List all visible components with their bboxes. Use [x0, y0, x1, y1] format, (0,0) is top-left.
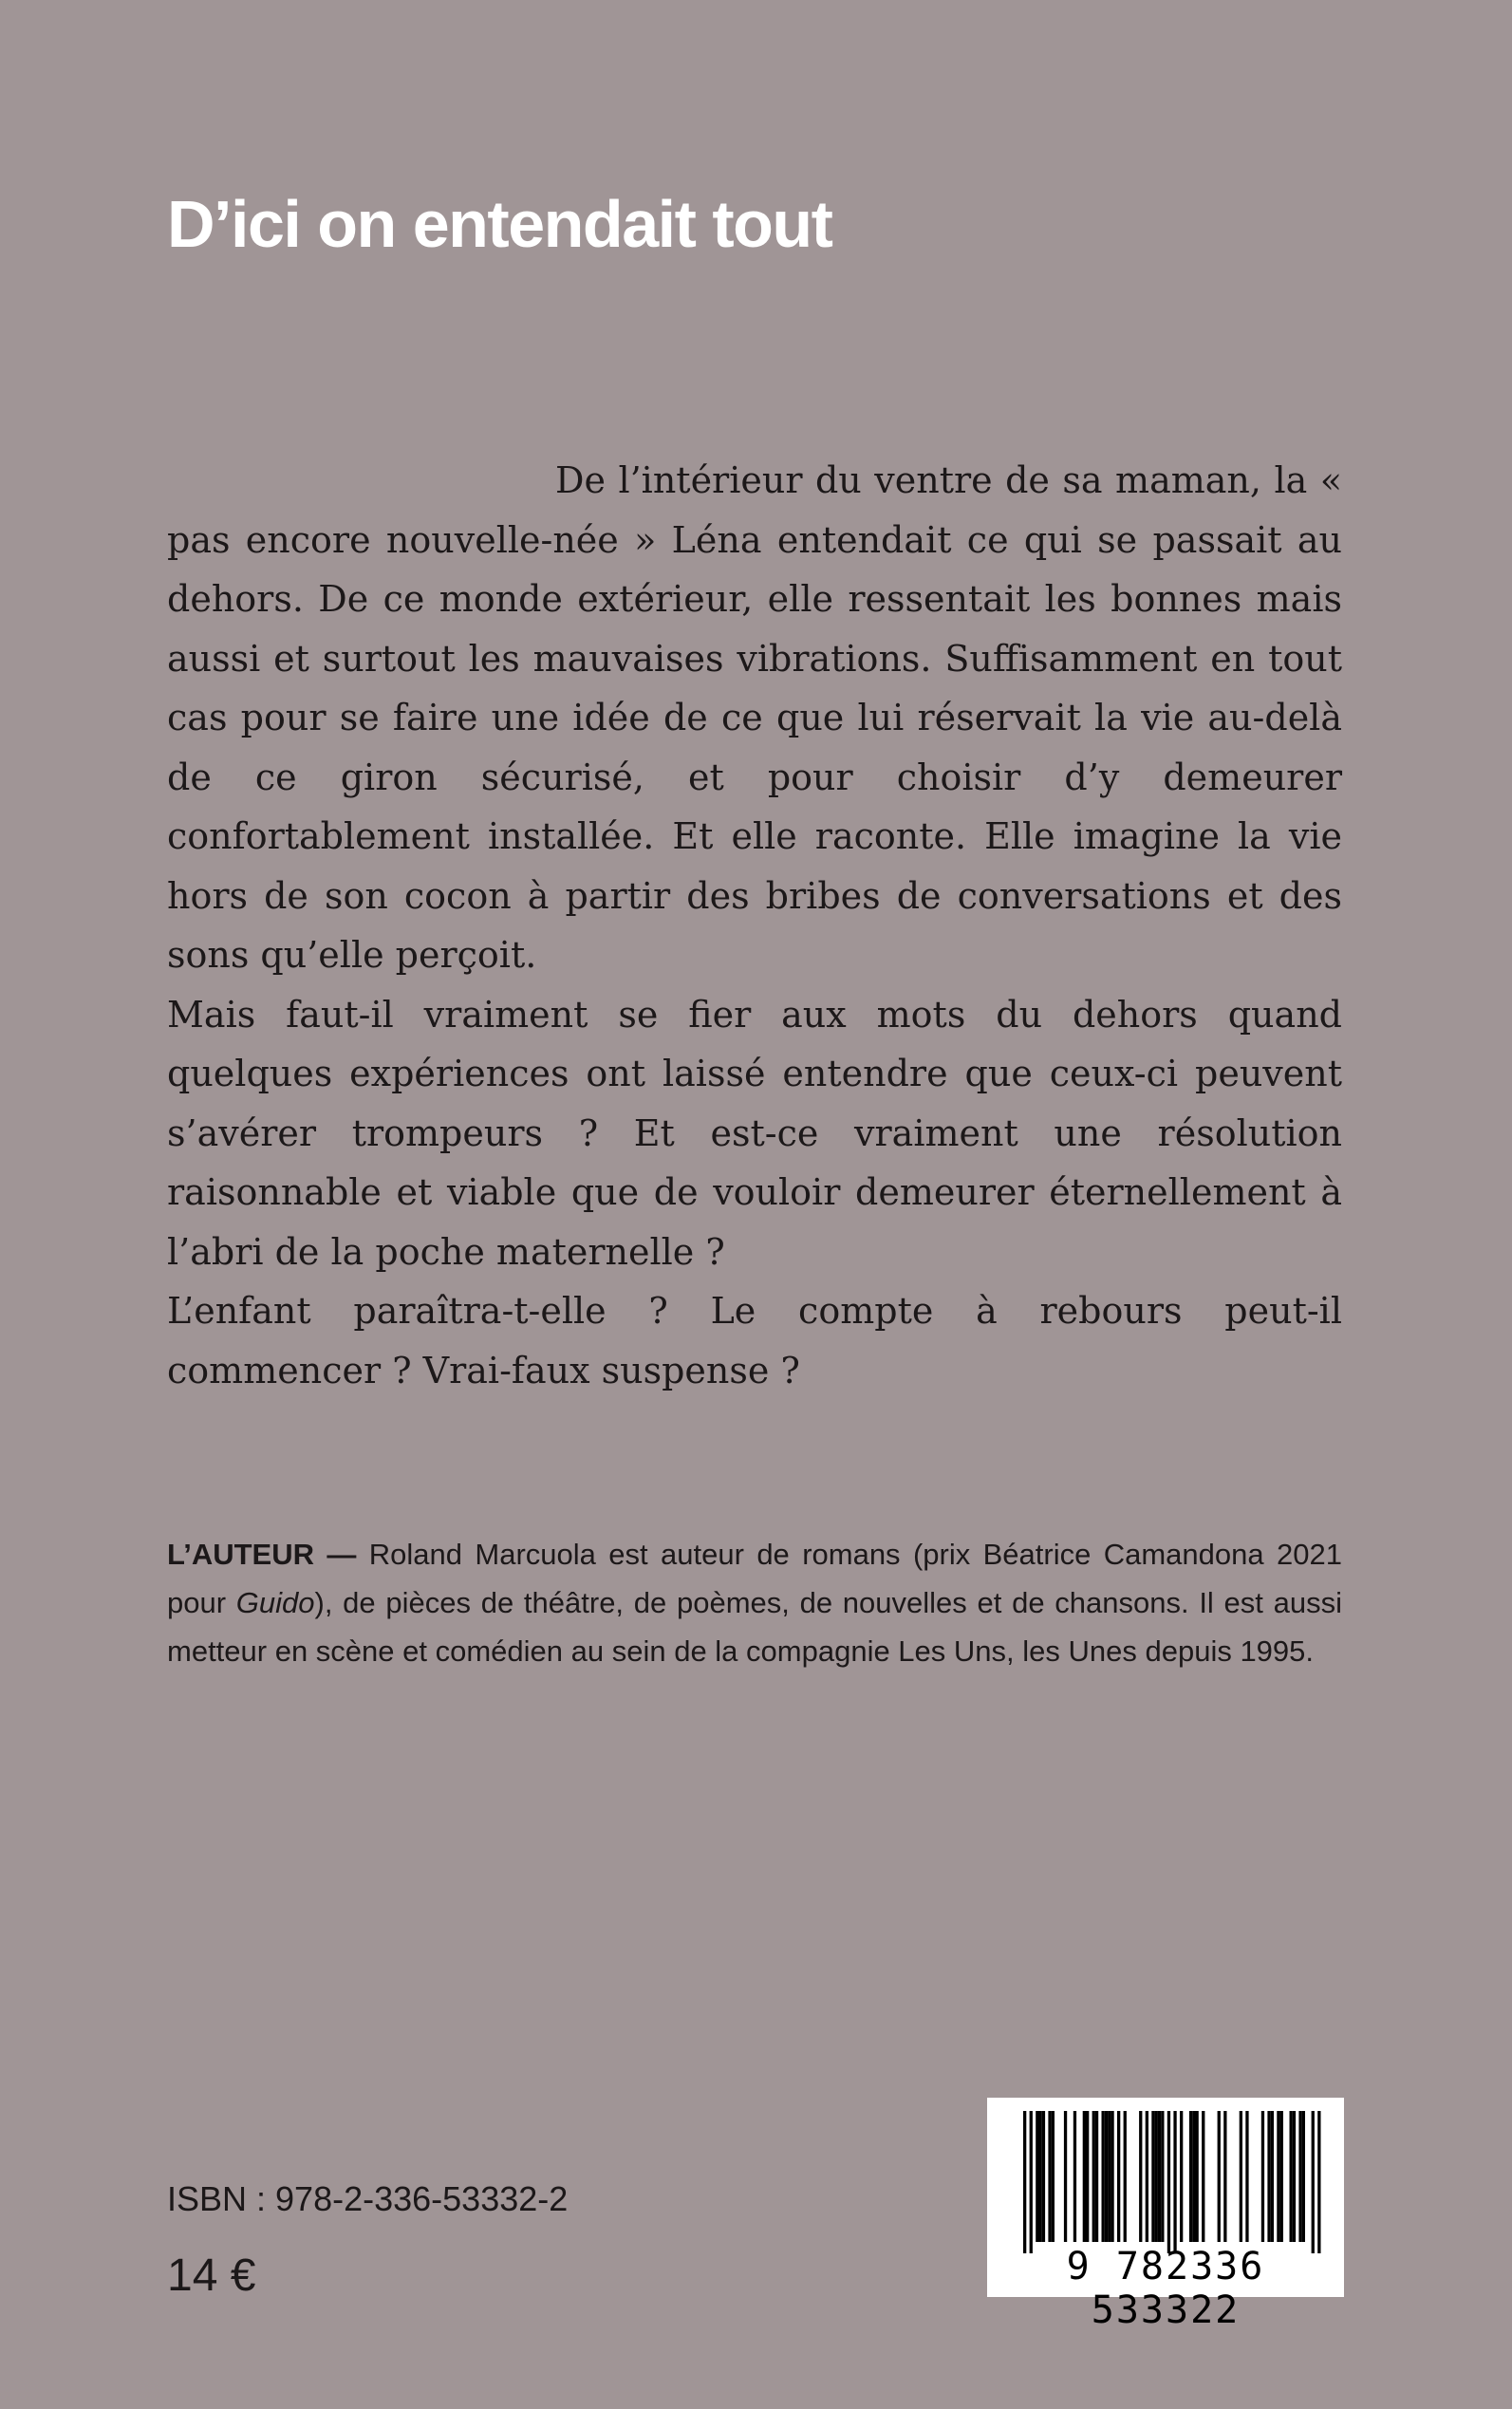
- barcode-bar: [1139, 2111, 1142, 2242]
- barcode-bar: [1030, 2111, 1033, 2253]
- barcode-bar: [1173, 2111, 1176, 2253]
- barcode-bar: [1302, 2111, 1305, 2242]
- barcode-bar: [1039, 2111, 1042, 2242]
- barcode-bar: [1261, 2111, 1264, 2242]
- author-bio: [167, 1530, 1342, 1675]
- barcode-bar: [1042, 2111, 1045, 2242]
- barcode-bar: [1064, 2111, 1067, 2242]
- barcode-bar: [1108, 2111, 1111, 2242]
- barcode-bar: [1271, 2111, 1274, 2242]
- blurb: [167, 451, 1342, 1400]
- barcode-bar: [1189, 2111, 1192, 2242]
- barcode-bar: [1036, 2111, 1038, 2242]
- barcode-bar: [1161, 2111, 1164, 2242]
- barcode-bar: [1111, 2111, 1113, 2242]
- barcode-bar: [1223, 2111, 1226, 2242]
- blurb-paragraph-2: Mais faut-il vraiment se fier aux mots du dehors quand quelques expériences ont laissé entendre que ceux-ci peuvent s’avérer trompeurs ? Et est-ce vraiment une résolution raisonnable et viable que de vouloir demeurer éternellement à l’abri de la poche maternelle ?: [167, 993, 1342, 1273]
- barcode-bar: [1151, 2111, 1154, 2242]
- barcode-bar: [1317, 2111, 1320, 2253]
- barcode-bar: [1092, 2111, 1095, 2242]
- barcode-bar: [1298, 2111, 1301, 2242]
- barcode-bar: [1293, 2111, 1296, 2242]
- barcode-bar: [1124, 2111, 1127, 2242]
- barcode-bar: [1083, 2111, 1086, 2242]
- barcode-bar: [1245, 2111, 1248, 2242]
- isbn-label: ISBN : 978-2-336-53332-2: [167, 2179, 569, 2218]
- barcode-bar: [1180, 2111, 1183, 2242]
- barcode: [987, 2098, 1344, 2332]
- barcode-bar: [1240, 2111, 1242, 2242]
- book-title: D’ici on entendait tout: [167, 187, 832, 261]
- barcode-bar: [1105, 2111, 1108, 2242]
- price-label: 14 €: [167, 2250, 256, 2301]
- author-bio-text-after: ), de pièces de théâtre, de poèmes, de nouvelles et de chansons. Il est aussi metteur en scène et comédien au sein de la compagnie Les Uns, les Unes depuis 1995.: [167, 1586, 1342, 1668]
- barcode-bar: [1095, 2111, 1098, 2242]
- author-bio-text-before: Roland Marcuola est auteur de romans (prix Béatrice Camandona 2021 pour: [167, 1538, 1342, 1619]
- author-bio-lead: L’AUTEUR —: [167, 1538, 357, 1571]
- barcode-bar: [1196, 2111, 1199, 2242]
- barcode-digits: 9 782336 533322: [1066, 2245, 1265, 2332]
- barcode-bar: [1086, 2111, 1089, 2242]
- barcode-bar: [1023, 2111, 1026, 2253]
- barcode-bar: [1102, 2111, 1105, 2242]
- blurb-paragraph-1: De l’intérieur du ventre de sa maman, la « pas encore nouvelle-née » Léna entendait ce qui se passait au dehors. De ce monde extérieur, elle ressentait les bonnes mais aussi et surtout les mauvaises vibrations. Suffisamment en tout cas pour se faire une idée de ce que lui réservait la vie au-delà de ce giron sécurisé, et pour choisir d’y demeurer confortablement installée. Et elle raconte. Elle imagine la vie hors de son cocon à partir des bribes de conversations et des sons qu’elle perçoit.: [167, 459, 1342, 976]
- barcode-bar: [1218, 2111, 1221, 2242]
- barcode-bar: [1192, 2111, 1195, 2242]
- barcode-bar: [1277, 2111, 1279, 2242]
- barcode-bar: [1202, 2111, 1204, 2242]
- barcode-bar: [1155, 2111, 1158, 2242]
- author-bio-book-title: Guido: [235, 1586, 315, 1619]
- blurb-paragraph-3: L’enfant paraîtra-t-elle ? Le compte à rebours peut-il commencer ? Vrai-faux suspense ?: [167, 1290, 1342, 1391]
- barcode-bar: [1117, 2111, 1120, 2242]
- barcode-bar: [1167, 2111, 1170, 2253]
- barcode-bar: [1052, 2111, 1055, 2242]
- barcode-bar: [1312, 2111, 1315, 2253]
- barcode-bar: [1267, 2111, 1270, 2242]
- barcode-bar: [1073, 2111, 1076, 2242]
- barcode-bar: [1290, 2111, 1293, 2242]
- barcode-bar: [1048, 2111, 1051, 2242]
- barcode-bar: [1158, 2111, 1161, 2242]
- barcode-bar: [1146, 2111, 1148, 2242]
- barcode-bar: [1280, 2111, 1283, 2242]
